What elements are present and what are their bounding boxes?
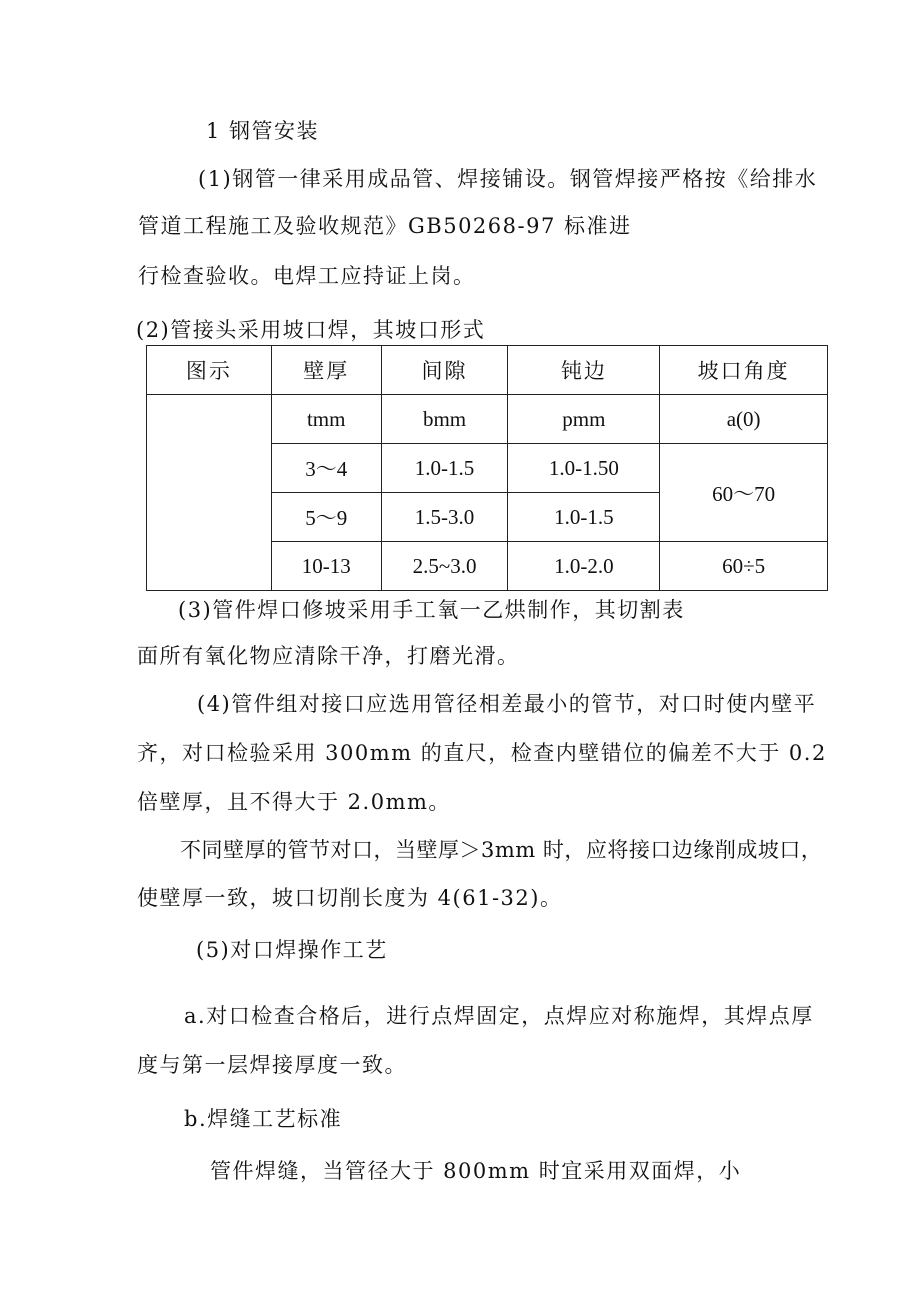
table-cell: 1.5-3.0 [381, 493, 508, 542]
paragraph-1-line-2: 管道工程施工及验收规范》GB50268-97 标准进 [138, 214, 632, 238]
diagram-cell [147, 395, 272, 591]
paragraph-4-line-1: (4)管件组对接口应选用管径相差最小的管节，对口时使内壁平 [197, 692, 817, 716]
paragraph-9: 管件焊缝，当管径大于 800mm 时宜采用双面焊，小 [210, 1159, 742, 1183]
paragraph-3-line-2: 面所有氧化物应清除干净，打磨光滑。 [137, 644, 520, 668]
paragraph-4-line-3: 倍壁厚，且不得大于 2.0mm。 [137, 790, 451, 814]
section-heading: 1 钢管安装 [206, 119, 320, 143]
header-gap: 间隙 [381, 346, 508, 395]
paragraph-6: (5)对口焊操作工艺 [196, 938, 388, 962]
header-bevel-angle: 坡口角度 [660, 346, 828, 395]
paragraph-1-line-3: 行检查验收。电焊工应持证上岗。 [138, 264, 476, 288]
bevel-spec-table [146, 345, 828, 591]
paragraph-3-line-1: (3)管件焊口修坡采用手工氧一乙烘制作，其切割表 [178, 598, 685, 622]
paragraph-8: b.焊缝工艺标准 [184, 1107, 343, 1131]
paragraph-5-line-2: 使壁厚一致，坡口切削长度为 4(61-32)。 [137, 886, 563, 910]
paragraph-7-line-1: a.对口检查合格后，进行点焊固定，点焊应对称施焊，其焊点厚 [184, 1004, 814, 1028]
table-cell-angle-merged: 60～70 [660, 444, 828, 542]
table-cell: a(0) [660, 395, 828, 444]
table-cell: bmm [381, 395, 508, 444]
table-cell: 60÷5 [660, 542, 828, 591]
table-cell: 3～4 [271, 444, 381, 493]
paragraph-5-line-1: 不同壁厚的管节对口，当壁厚＞3mm 时，应将接口边缘削成坡口， [180, 838, 823, 862]
table-cell: 1.0-1.50 [508, 444, 660, 493]
table-row-units [147, 395, 828, 444]
paragraph-4-line-2: 齐，对口检验采用 300mm 的直尺，检查内壁错位的偏差不大于 0.2 [137, 741, 827, 765]
header-wall-thickness: 壁厚 [271, 346, 381, 395]
table-header-row [147, 346, 828, 395]
table-cell: 5～9 [271, 493, 381, 542]
header-diagram: 图示 [147, 346, 272, 395]
table-cell: 1.0-1.5 [508, 493, 660, 542]
paragraph-2: (2)管接头采用坡口焊，其坡口形式 [136, 318, 486, 342]
table-cell: pmm [508, 395, 660, 444]
table-cell: 10-13 [271, 542, 381, 591]
table-cell: tmm [271, 395, 381, 444]
header-root-face: 钝边 [508, 346, 660, 395]
table-cell: 1.0-2.0 [508, 542, 660, 591]
paragraph-1-line-1: (1)钢管一律采用成品管、焊接铺设。钢管焊接严格按《给排水 [198, 167, 818, 191]
table-cell: 2.5~3.0 [381, 542, 508, 591]
paragraph-7-line-2: 度与第一层焊接厚度一致。 [137, 1053, 407, 1077]
table-cell: 1.0-1.5 [381, 444, 508, 493]
